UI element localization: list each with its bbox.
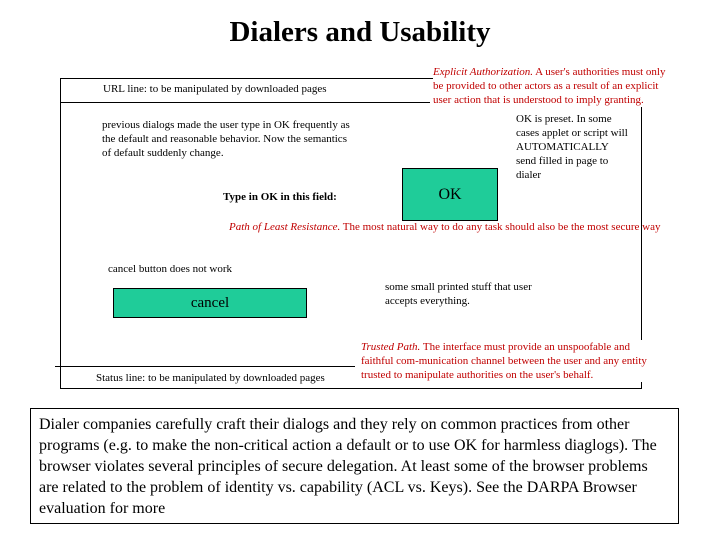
least-resistance-annotation [229, 220, 709, 234]
summary-text: Dialer companies carefully craft their dialogs and they rely on common practices from other programs (e.g. to make the non-critical action a default or to use OK for harmless diaglogs). The browser violates several principles of secure delegation. At least some of the browser problems are related to the problem of identity vs. capability (ACL vs. Keys). See the DARPA Browser evaluation for more [39, 416, 657, 517]
slide-title: Dialers and Usability [229, 16, 491, 48]
cancel-note: cancel button does not work [108, 263, 233, 275]
summary-box [30, 408, 679, 524]
explicit-authorization-text: A user's authorities must only be provided to other actors as a result of an explicit user action that is understood to imply granting. [433, 66, 666, 106]
cancel-button-label: cancel [190, 294, 230, 311]
status-line-divider [55, 366, 355, 367]
previous-dialogs-note: previous dialogs made the user type in OK frequently as the default and reasonable behavior. Now the semantics of default suddenly change. [102, 119, 350, 159]
ok-field[interactable] [402, 168, 498, 221]
cancel-button[interactable] [113, 288, 307, 318]
url-line-label: URL line: to be manipulated by downloaded pages [103, 83, 327, 95]
trusted-path-text: The interface must provide an unspoofable and faithful com-munication channel between the user and any entity trusted to manipulate authorities on the user's behalf. [361, 341, 647, 381]
status-line-label: Status line: to be manipulated by downloaded pages [96, 372, 325, 384]
ok-field-value: OK [438, 185, 462, 203]
ok-preset-note: OK is preset. In some cases applet or script will AUTOMATICALLY send filled in page to dialer [516, 112, 631, 182]
small-print-note: some small printed stuff that user accepts everything. [385, 281, 532, 307]
least-resistance-term: Path of Least Resistance. [229, 221, 341, 233]
least-resistance-text: The most natural way to do any task should also be the most secure way [340, 221, 661, 233]
trusted-path-term: Trusted Path. [361, 341, 421, 353]
type-in-ok-label: Type in OK in this field: [223, 191, 337, 203]
explicit-authorization-term: Explicit Authorization. [433, 66, 534, 78]
url-line-divider [60, 102, 430, 103]
trusted-path-annotation [361, 340, 651, 382]
explicit-authorization-annotation [433, 65, 673, 107]
